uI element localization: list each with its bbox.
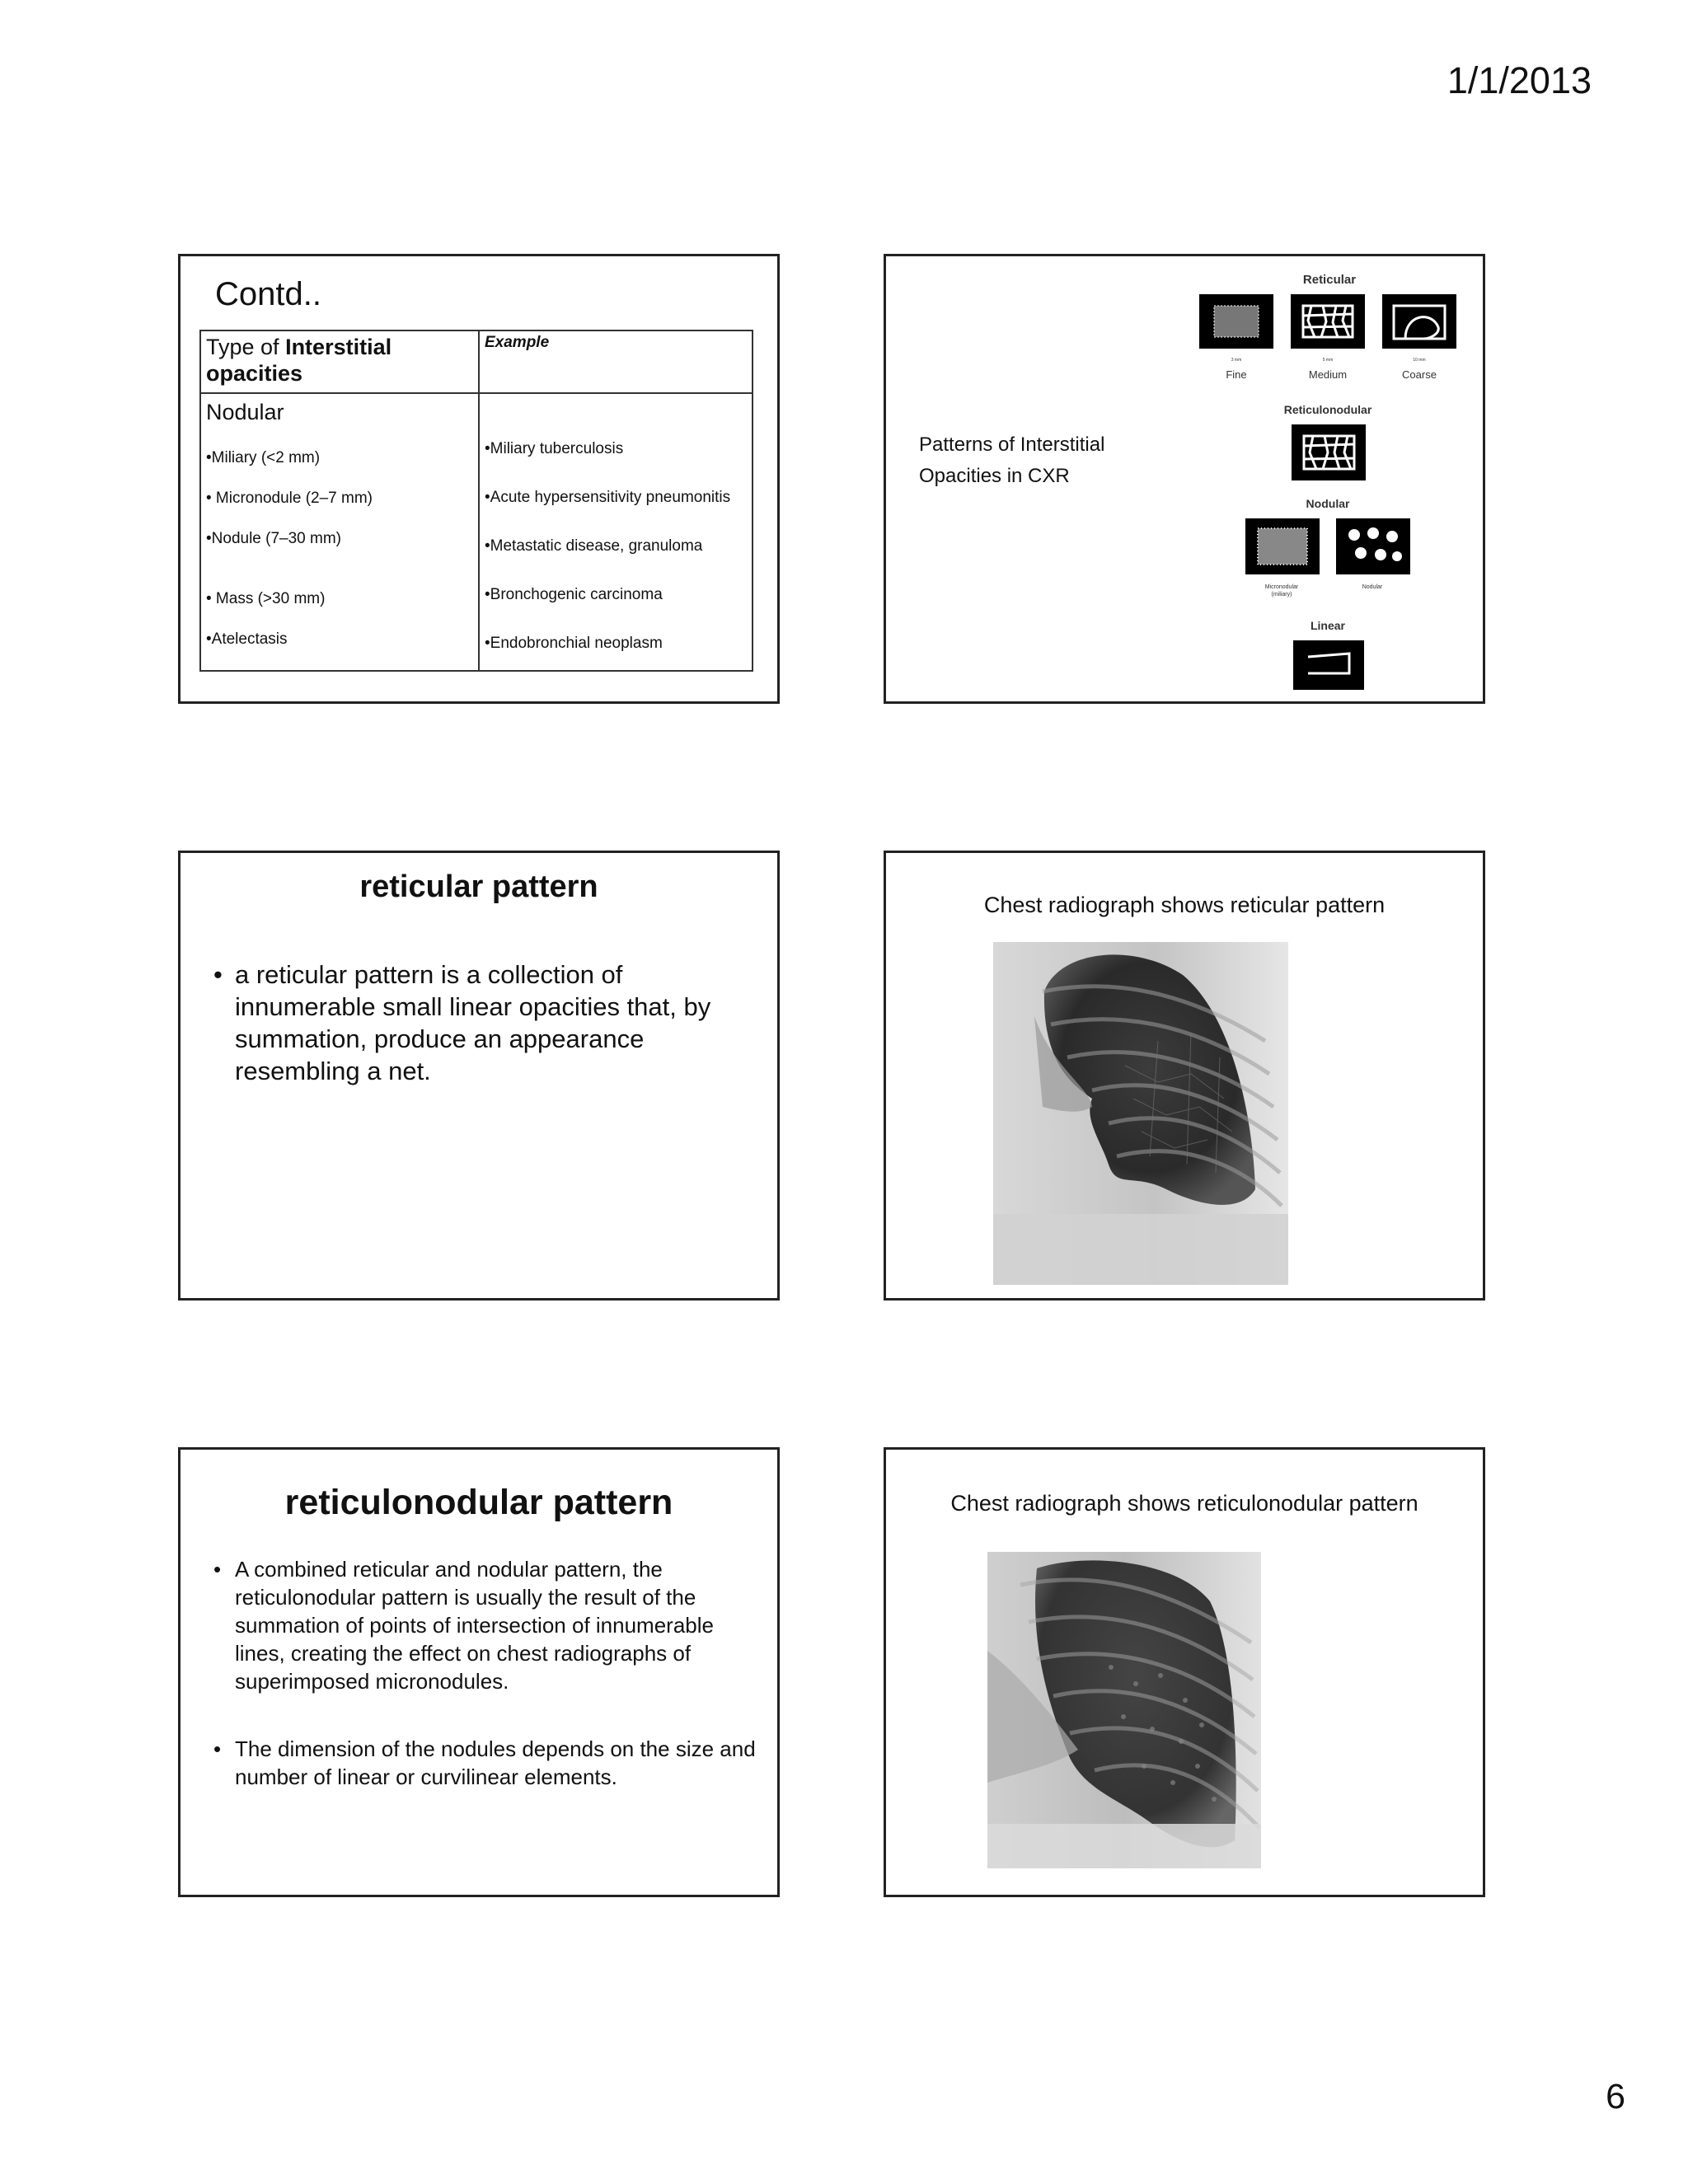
slide-reticulonodular-radiograph [884,1447,1485,1897]
group-label-nodular: Nodular [206,400,284,424]
nodule [1367,527,1379,539]
example-item: •Metastatic disease, granuloma [485,537,703,555]
table-cell-examples [479,393,753,671]
reticular-fine-texture [1214,306,1259,337]
caption-line: Opacities in CXR [919,465,1070,487]
label-fine: Fine [1226,368,1247,381]
bullet-item [213,958,762,1087]
scale-fine: 3 mm [1231,358,1242,363]
example-item: •Bronchogenic carcinoma [485,586,663,603]
nodule [1392,551,1402,561]
bullet-item [213,1555,762,1695]
label-reticular: Reticular [1302,273,1357,287]
radiograph-caption: Chest radiograph shows reticulonodular pattern [950,1491,1418,1516]
type-item: • Micronodule (2–7 mm) [206,490,373,507]
diaphragm-region [987,1824,1261,1868]
nodule [1375,549,1386,560]
type-item: •Atelectasis [206,630,288,648]
page-date: 1/1/2013 [1447,59,1592,101]
header-type-bold: Interstitial opacities [206,335,392,386]
diagram-caption [919,429,1104,492]
label-medium: Medium [1308,368,1348,381]
scale-medium: 5 mm [1322,358,1334,363]
bullet-text: a reticular pattern is a collection of innumerable small linear opacities that, by summation, produce an appearance resembling a net. [235,960,711,1085]
micronodular-texture [1258,528,1307,565]
slide-title: reticulonodular pattern [284,1483,673,1522]
scale-coarse: 10 mm [1413,358,1426,363]
linear-box [1293,640,1364,690]
patterns-diagram-svg [1133,263,1463,691]
chest-radiograph-image [993,942,1288,1289]
label-coarse: Coarse [1402,368,1437,381]
label-nodular: Nodular [1306,497,1350,510]
table-header-type [200,330,479,393]
nodular-box [1336,518,1410,574]
caption-line: Patterns of Interstitial [919,434,1105,456]
example-item: •Miliary tuberculosis [485,440,624,457]
nodule [1386,531,1398,542]
bullet-text: A combined reticular and nodular pattern, the reticulonodular pattern is usually the result of the summation of points of intersection of innumerable lines, creating the effect on chest radiographs of superimposed micronodules. [235,1557,714,1694]
bullet-text: The dimension of the nodules depends on the size and number of linear or curvilinear elements. [235,1736,756,1789]
example-item: •Acute hypersensitivity pneumonitis [485,489,731,506]
chest-radiograph-svg [987,1552,1261,1868]
nodule [1348,529,1360,541]
interstitial-opacities-table [199,330,753,672]
label-linear: Linear [1310,619,1346,632]
table-cell-types [200,393,479,671]
label-reticulonodular: Reticulonodular [1283,403,1372,416]
type-item: •Miliary (<2 mm) [206,449,321,466]
chest-radiograph-svg [993,942,1288,1285]
nodule [1355,547,1367,559]
bullet-glyph: • [213,960,223,989]
diaphragm-region [993,1214,1288,1285]
slide-contd-table [178,254,780,704]
bullet-item [213,1735,762,1791]
slide-reticular-pattern [178,851,780,1301]
slide-reticular-radiograph [884,851,1485,1301]
radiograph-caption: Chest radiograph shows reticular pattern [983,893,1386,917]
label-miliary: (miliary) [1271,592,1292,598]
label-micronodular: Micronodular [1264,584,1299,590]
slide-title: Contd.. [215,276,321,312]
bullet-glyph: • [213,1736,222,1761]
slide-title: reticular pattern [359,869,598,904]
patterns-diagram [1133,263,1463,691]
slide-reticulonodular-pattern [178,1447,780,1897]
label-nodular-small: Nodular [1362,584,1383,590]
bullet-glyph: • [213,1557,222,1582]
header-type-prefix: Type of [206,335,286,359]
chest-radiograph-image [987,1552,1261,1872]
type-item: •Nodule (7–30 mm) [206,530,341,547]
page-number: 6 [1606,2077,1625,2116]
example-item: •Endobronchial neoplasm [485,635,663,652]
type-item: • Mass (>30 mm) [206,590,326,607]
slide-patterns-diagram [884,254,1485,704]
table-header-example: Example [479,330,753,393]
